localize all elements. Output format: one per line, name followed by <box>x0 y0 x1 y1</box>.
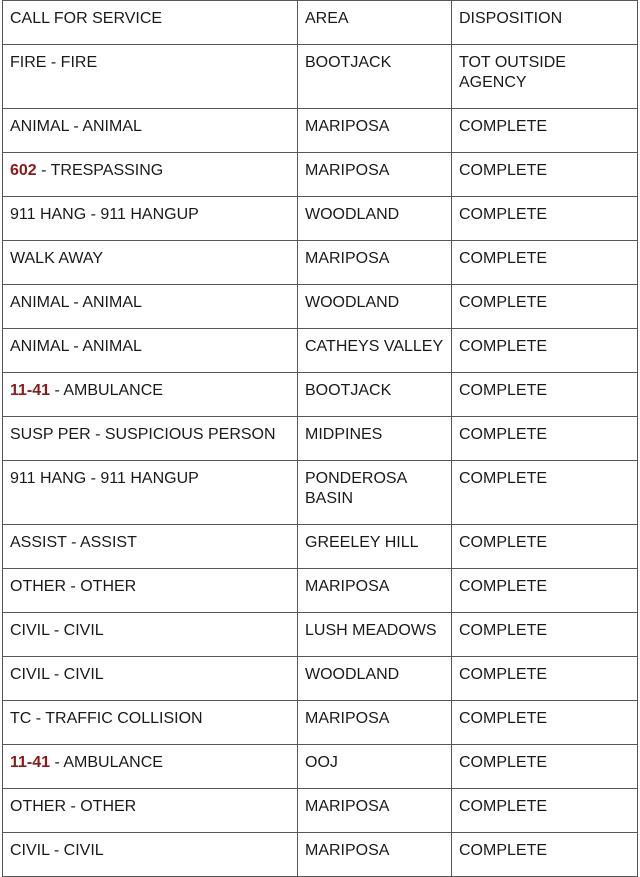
call-cell <box>3 373 298 417</box>
table-row <box>3 701 638 745</box>
call-cell <box>3 833 298 877</box>
call-cell <box>3 329 298 373</box>
call-text: ASSIST - ASSIST <box>10 534 137 551</box>
disposition-cell: TOT OUTSIDE AGENCY <box>452 45 638 109</box>
area-cell: BOOTJACK <box>298 45 452 109</box>
call-cell <box>3 613 298 657</box>
call-text: - AMBULANCE <box>50 382 163 399</box>
table-row <box>3 241 638 285</box>
disposition-cell: COMPLETE <box>452 197 638 241</box>
call-code: 602 <box>10 162 37 179</box>
area-cell: MARIPOSA <box>298 789 452 833</box>
call-log-table <box>2 0 638 877</box>
call-text: OTHER - OTHER <box>10 578 137 595</box>
area-cell: MARIPOSA <box>298 833 452 877</box>
call-text: SUSP PER - SUSPICIOUS PERSON <box>10 426 276 443</box>
table-row <box>3 373 638 417</box>
call-text: CIVIL - CIVIL <box>10 622 104 639</box>
disposition-cell: COMPLETE <box>452 569 638 613</box>
call-cell <box>3 701 298 745</box>
table-row <box>3 745 638 789</box>
table-row <box>3 197 638 241</box>
area-cell: MARIPOSA <box>298 153 452 197</box>
area-cell: MIDPINES <box>298 417 452 461</box>
call-cell <box>3 745 298 789</box>
area-cell: MARIPOSA <box>298 701 452 745</box>
call-cell <box>3 109 298 153</box>
header-call-for-service: CALL FOR SERVICE <box>3 1 298 45</box>
area-cell: WOODLAND <box>298 657 452 701</box>
header-disposition: DISPOSITION <box>452 1 638 45</box>
call-text: CIVIL - CIVIL <box>10 666 104 683</box>
area-cell: OOJ <box>298 745 452 789</box>
disposition-cell: COMPLETE <box>452 153 638 197</box>
call-text: OTHER - OTHER <box>10 798 137 815</box>
header-area: AREA <box>298 1 452 45</box>
call-text: ANIMAL - ANIMAL <box>10 294 142 311</box>
call-cell <box>3 241 298 285</box>
table-row <box>3 525 638 569</box>
call-cell <box>3 417 298 461</box>
disposition-cell: COMPLETE <box>452 833 638 877</box>
area-cell: CATHEYS VALLEY <box>298 329 452 373</box>
table-row <box>3 789 638 833</box>
call-text: CIVIL - CIVIL <box>10 842 104 859</box>
disposition-cell: COMPLETE <box>452 745 638 789</box>
area-cell: LUSH MEADOWS <box>298 613 452 657</box>
table-row <box>3 417 638 461</box>
disposition-cell: COMPLETE <box>452 657 638 701</box>
call-cell <box>3 657 298 701</box>
disposition-cell: COMPLETE <box>452 109 638 153</box>
table-row <box>3 569 638 613</box>
table-row <box>3 153 638 197</box>
disposition-cell: COMPLETE <box>452 285 638 329</box>
call-cell <box>3 285 298 329</box>
call-cell <box>3 153 298 197</box>
disposition-cell: COMPLETE <box>452 241 638 285</box>
call-text: ANIMAL - ANIMAL <box>10 338 142 355</box>
table-row <box>3 657 638 701</box>
call-cell <box>3 45 298 109</box>
call-cell <box>3 569 298 613</box>
table-row <box>3 329 638 373</box>
call-code: 11-41 <box>10 382 51 399</box>
call-text: - TRESPASSING <box>36 162 164 179</box>
call-cell <box>3 197 298 241</box>
table-row <box>3 109 638 153</box>
disposition-cell: COMPLETE <box>452 525 638 569</box>
disposition-cell: COMPLETE <box>452 373 638 417</box>
disposition-cell: COMPLETE <box>452 329 638 373</box>
call-code: 11-41 <box>10 754 51 771</box>
area-cell: MARIPOSA <box>298 241 452 285</box>
table-row <box>3 45 638 109</box>
call-text: ANIMAL - ANIMAL <box>10 118 142 135</box>
area-cell: MARIPOSA <box>298 109 452 153</box>
header-row <box>3 1 638 45</box>
call-text: 911 HANG - 911 HANGUP <box>10 470 199 487</box>
disposition-cell: COMPLETE <box>452 417 638 461</box>
disposition-cell: COMPLETE <box>452 789 638 833</box>
call-cell <box>3 525 298 569</box>
table-row <box>3 833 638 877</box>
call-cell <box>3 461 298 525</box>
disposition-cell: COMPLETE <box>452 613 638 657</box>
area-cell: GREELEY HILL <box>298 525 452 569</box>
call-text: WALK AWAY <box>10 250 104 267</box>
area-cell: WOODLAND <box>298 197 452 241</box>
table-row <box>3 285 638 329</box>
table-row <box>3 461 638 525</box>
area-cell: BOOTJACK <box>298 373 452 417</box>
call-text: TC - TRAFFIC COLLISION <box>10 710 203 727</box>
call-text: FIRE - FIRE <box>10 54 98 71</box>
disposition-cell: COMPLETE <box>452 701 638 745</box>
area-cell: WOODLAND <box>298 285 452 329</box>
call-text: - AMBULANCE <box>50 754 163 771</box>
table-row <box>3 613 638 657</box>
call-cell <box>3 789 298 833</box>
call-text: 911 HANG - 911 HANGUP <box>10 206 199 223</box>
disposition-cell: COMPLETE <box>452 461 638 525</box>
area-cell: MARIPOSA <box>298 569 452 613</box>
area-cell: PONDEROSA BASIN <box>298 461 452 525</box>
